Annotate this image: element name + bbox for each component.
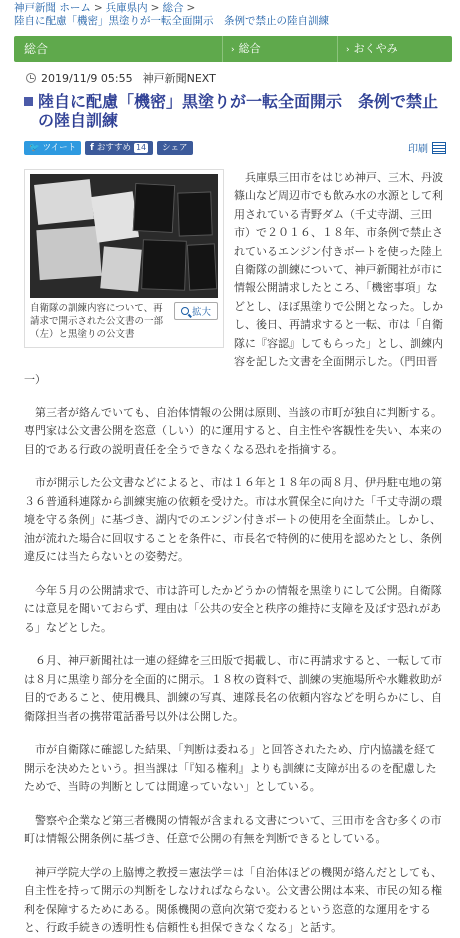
share-button[interactable] bbox=[157, 141, 192, 155]
tweet-button[interactable] bbox=[24, 141, 81, 155]
photo-document-sheet bbox=[91, 191, 139, 242]
photo-redacted-sheet bbox=[187, 243, 217, 290]
recommend-button[interactable] bbox=[85, 141, 153, 155]
category-link-label: おくやみ bbox=[353, 42, 398, 55]
recommend-label: おすすめ bbox=[96, 142, 131, 153]
twitter-bird-icon: 🐦 bbox=[29, 142, 40, 153]
share-bar bbox=[24, 140, 446, 155]
article-body bbox=[24, 169, 446, 938]
article-lead-paragraph: 兵庫県三田市をはじめ神戸、三木、丹波篠山など周辺市でも飲み水の水源として利用されている青野ダム（千丈寺湖、三田市）で２０１６、１８年、市条例で禁止されているエンジン付きボートを使った陸上自衛隊の訓練について、神戸新聞社が市に情報公開請求したところ、「機密事項」などとし、ほぼ黒塗りで公開となった。しかし、後日、再請求すると一転、市は「自衛隊に『容認』してもらった」とし、訓練内容を記した文書を全面開示した。（門田晋一） bbox=[24, 171, 443, 387]
article-photo-box bbox=[24, 169, 224, 348]
article-paragraph: 市が自衛隊に確認した結果、「判断は委ねる」と回答されたため、庁内協議を経て開示を決めたという。担当課は「『知る権利』よりも訓練に支障が出るのを配慮したためで、当時の判断としては間違っていない」としている。 bbox=[24, 743, 437, 794]
article-headline-row bbox=[14, 92, 446, 130]
facebook-icon: f bbox=[90, 142, 94, 153]
photo-redacted-sheet bbox=[133, 183, 175, 233]
article-source: 神戸新聞NEXT bbox=[142, 72, 216, 85]
zoom-button[interactable] bbox=[174, 302, 218, 320]
photo-caption-row bbox=[30, 302, 218, 341]
clock-icon bbox=[26, 73, 36, 83]
article-paragraph: 第三者が絡んでいても、自治体情報の公開は原則、当該の市町が独自に判断する。専門家は公文書公開を恣意（しい）的に運用すると、自主性や客観性を失い、本来の目的である行政の説明責任を全うできなくなる恐れを指摘する。 bbox=[24, 405, 442, 456]
chevron-right-icon: › bbox=[346, 45, 350, 55]
print-label: 印刷 bbox=[408, 144, 428, 155]
print-button[interactable] bbox=[408, 140, 446, 155]
article-datetime: 2019/11/9 05:55 bbox=[41, 71, 133, 85]
photo-document-sheet bbox=[100, 246, 142, 291]
breadcrumb bbox=[0, 0, 460, 28]
share-label: シェア bbox=[162, 142, 188, 153]
breadcrumb-separator: > bbox=[186, 2, 196, 14]
category-link-okuyami[interactable] bbox=[337, 36, 452, 62]
breadcrumb-section-link[interactable]: 総合 bbox=[162, 2, 184, 14]
breadcrumb-home-link[interactable]: 神戸新聞 ホーム bbox=[14, 2, 91, 14]
photo-redacted-sheet bbox=[177, 191, 213, 236]
article-paragraph: 今年５月の公開請求で、市は許可したかどうかの情報を黒塗りにして公開。自衛隊には意見を聞いておらず、理由は「公共の安全と秩序の維持に支障を及ぼす恐れがある」などとした。 bbox=[24, 583, 442, 634]
chevron-right-icon: › bbox=[231, 45, 235, 55]
article-paragraph: 市が開示した公文書などによると、市は１６年と１８年の両８月、伊丹駐屯地の第３６普通科連隊から訓練実施の依頼を受けた。市は水質保全に向けた「千丈寺湖の環境を守る条例」に基づき、湖内でのエンジン付きボートの使用を全面禁止。しかし、油が流れた場合に回収することを条件に、市長名で特例的に使用を認めたとし、条例違反には当たらないとの姿勢だ。 bbox=[24, 476, 442, 564]
category-title: 総合 bbox=[24, 42, 49, 56]
breadcrumb-current: 陸自に配慮「機密」黒塗りが一転全面開示 条例で禁止の陸自訓練 bbox=[14, 15, 329, 27]
photo-caption: 自衛隊の訓練内容について、再請求で開示された公文書の一部（左）と黒塗りの公文書 bbox=[30, 303, 164, 340]
photo-document-sheet bbox=[34, 179, 94, 225]
zoom-label: 拡大 bbox=[191, 307, 211, 318]
category-link-sougou[interactable] bbox=[222, 36, 337, 62]
article-paragraph: 警察や企業など第三者機関の情報が含まれる文書について、三田市を含む多くの市町は情報公開条例に基づき、任意で公開の有無を判断できるとしている。 bbox=[24, 813, 442, 846]
breadcrumb-region-link[interactable]: 兵庫県内 bbox=[105, 2, 148, 14]
tweet-label: ツイート bbox=[42, 142, 77, 153]
breadcrumb-separator: > bbox=[93, 2, 103, 14]
photo-redacted-sheet bbox=[141, 239, 187, 291]
magnifier-icon bbox=[181, 307, 189, 315]
headline-bullet-icon bbox=[24, 97, 33, 106]
print-icon bbox=[432, 142, 446, 154]
article-photo[interactable] bbox=[30, 174, 218, 298]
breadcrumb-separator: > bbox=[150, 2, 160, 14]
article-paragraph: ６月、神戸新聞社は一連の経緯を三田版で掲載し、市に再請求すると、一転して市は８月に黒塗り部分を全面的に開示。１８枚の資料で、訓練の実施場所や水難救助が目的であること、使用機具、訓練の写真、連隊長名の依頼内容などを明らかにし、自衛隊担当者の携帯電話番号以外は公開した。 bbox=[24, 654, 442, 723]
article-meta bbox=[26, 70, 446, 86]
article-headline: 陸自に配慮「機密」黒塗りが一転全面開示 条例で禁止の陸自訓練 bbox=[38, 92, 439, 130]
article-paragraph: 神戸学院大学の上脇博之教授＝憲法学＝は「自治体ほどの機関が絡んだとしても、自主性を持って開示の判断をしなければならない。公文書公開は本来、市民の知る権利を保障するためにある。関係機関の意向次第で変わるという恣意的な運用をすると、行政手続きの透明性も信頼性も担保できなくなる」と話す。 bbox=[24, 865, 442, 935]
category-bar bbox=[14, 36, 452, 62]
photo-document-sheet bbox=[36, 226, 101, 280]
category-link-label: 総合 bbox=[238, 42, 261, 55]
recommend-count: 14 bbox=[135, 142, 147, 152]
